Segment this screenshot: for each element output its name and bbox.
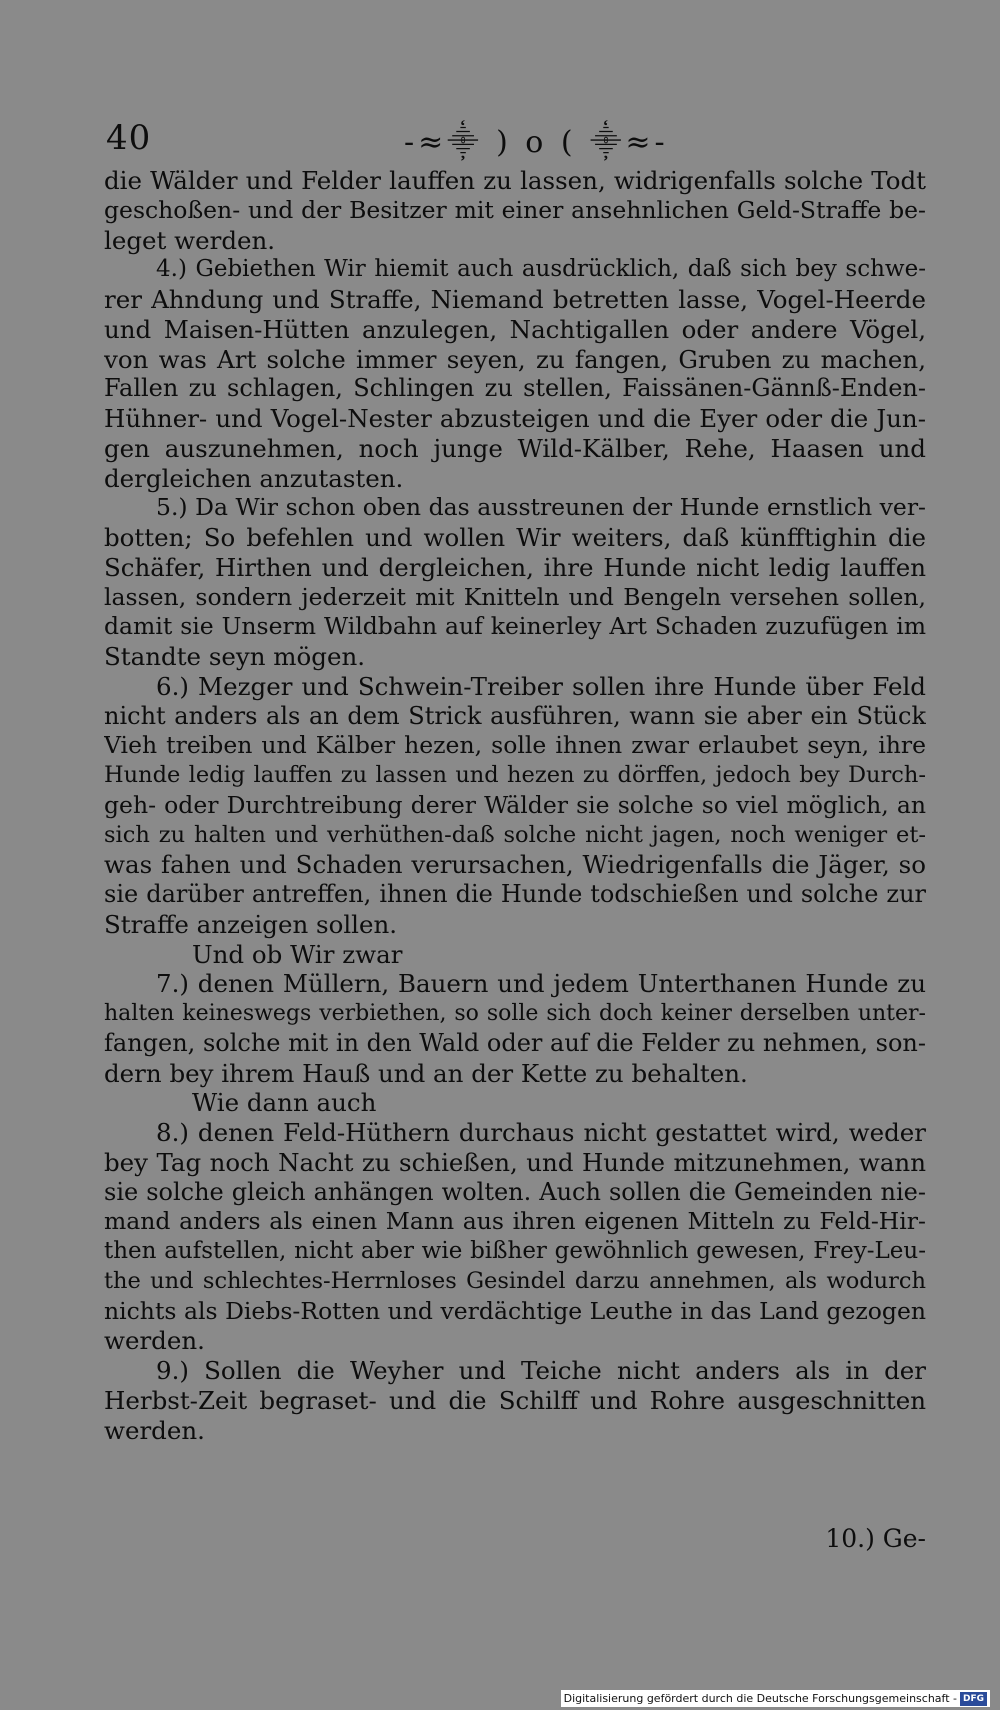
text-line: Hunde ledig lauffen zu lassen und hezen zu dörffen, jedoch bey Durch- <box>104 762 926 788</box>
paragraph-7-start: 7.) denen Müllern, Bauern und jedem Unterthanen Hunde zu <box>156 969 926 999</box>
text-line: Schäfer, Hirthen und dergleichen, ihre Hunde nicht ledig lauffen <box>104 552 926 582</box>
text-line: the und schlechtes-Herrnloses Gesindel darzu annehmen, als wodurch <box>104 1267 926 1294</box>
page-header <box>104 118 928 164</box>
interjection-line: Und ob Wir zwar <box>192 939 403 969</box>
text-line: sie solche gleich anhängen wolten. Auch sollen die Gemeinden nie- <box>104 1177 926 1206</box>
text-line: gen auszunehmen, noch junge Wild-Kälber, Rehe, Haasen und <box>104 433 926 463</box>
text-line: Vieh treiben und Kälber hezen, solle ihnen zwar erlaubet seyn, ihre <box>104 731 926 760</box>
text-line: botten; So befehlen und wollen Wir weiters, daß künfftighin die <box>104 523 926 552</box>
text-line: damit sie Unserm Wildbahn auf keinerley Art Schaden zuzufügen im <box>104 612 926 641</box>
interjection-line: Wie dann auch <box>192 1088 377 1118</box>
text-line: mand anders als einen Mann aus ihren eigenen Mitteln zu Feld-Hir- <box>104 1207 926 1236</box>
dfg-logo: DFG <box>960 1692 987 1706</box>
header-ornament: -≈⸎ ) o ( ⸎≈- <box>404 125 669 160</box>
text-line: leget werden. <box>104 225 276 255</box>
catchword: 10.) Ge- <box>825 1524 926 1553</box>
text-line: sich zu halten und verhüthen-daß solche nicht jagen, noch weniger et- <box>104 821 926 848</box>
text-line: von was Art solche immer seyen, zu fangen, Gruben zu machen, <box>104 344 926 374</box>
text-line: werden. <box>104 1326 205 1356</box>
text-line: dern bey ihrem Hauß und an der Kette zu behalten. <box>104 1058 748 1088</box>
text-line: und Maisen-Hütten anzulegen, Nachtigallen oder andere Vögel, <box>104 314 926 344</box>
text-line: geschoßen- und der Besitzer mit einer ansehnlichen Geld-Straffe be- <box>104 195 926 224</box>
text-line: Standte seyn mögen. <box>104 642 366 671</box>
paragraph-9-start: 9.) Sollen die Weyher und Teiche nicht anders als in der <box>156 1356 926 1385</box>
text-line: lassen, sondern jederzeit mit Knitteln und Bengeln versehen sollen, <box>104 582 926 611</box>
text-line: rer Ahndung und Straffe, Niemand betretten lasse, Vogel-Heerde <box>104 285 926 314</box>
text-line: Herbst-Zeit begraset- und die Schilff und Rohre ausgeschnitten <box>104 1385 926 1415</box>
text-line: Straffe anzeigen sollen. <box>104 909 398 939</box>
text-line: nicht anders als an dem Strick ausführen, wann sie aber ein Stück <box>104 701 926 730</box>
text-line: then aufstellen, nicht aber wie bißher gewöhnlich gewesen, Frey-Leu- <box>104 1238 926 1264</box>
paragraph-5-start: 5.) Da Wir schon oben das ausstreunen der Hunde ernstlich ver- <box>156 493 926 522</box>
paragraph-8-start: 8.) denen Feld-Hüthern durchaus nicht gestattet wird, weder <box>156 1118 926 1147</box>
text-line: Hühner- und Vogel-Nester abzusteigen und die Eyer oder die Jun- <box>104 404 926 433</box>
paragraph-4-start: 4.) Gebiethen Wir hiemit auch ausdrücklich, daß sich bey schwe- <box>156 256 926 283</box>
text-line: nichts als Diebs-Rotten und verdächtige Leuthe in das Land gezogen <box>104 1296 926 1325</box>
text-line: halten keineswegs verbiethen, so solle sich doch keiner derselben unter- <box>104 1001 926 1026</box>
text-line: fangen, solche mit in den Wald oder auf die Felder zu nehmen, son- <box>104 1028 926 1057</box>
body-text <box>104 166 926 1445</box>
text-line: bey Tag noch Nacht zu schießen, und Hunde mitzunehmen, wann <box>104 1147 926 1177</box>
paragraph-6-start: 6.) Mezger und Schwein-Treiber sollen ihre Hunde über Feld <box>156 671 926 701</box>
page-number: 40 <box>106 118 152 158</box>
text-line: werden. <box>104 1415 205 1445</box>
funding-notice: Digitalisierung gefördert durch die Deutsche Forschungsgemeinschaft - <box>563 1692 957 1705</box>
text-line: dergleichen anzutasten. <box>104 463 404 493</box>
text-line: was fahen und Schaden verursachen, Wiedrigenfalls die Jäger, so <box>104 850 926 880</box>
text-line: geh- oder Durchtreibung derer Wälder sie solche so viel möglich, an <box>104 790 926 819</box>
text-line: sie darüber antreffen, ihnen die Hunde todschießen und solche zur <box>104 880 926 908</box>
text-line: Fallen zu schlagen, Schlingen zu stellen, Faissänen-Gännß-Enden- <box>104 374 926 403</box>
digitization-footer <box>561 1690 990 1707</box>
text-line: die Wälder und Felder lauffen zu lassen, widrigenfalls solche Todt <box>104 166 926 195</box>
